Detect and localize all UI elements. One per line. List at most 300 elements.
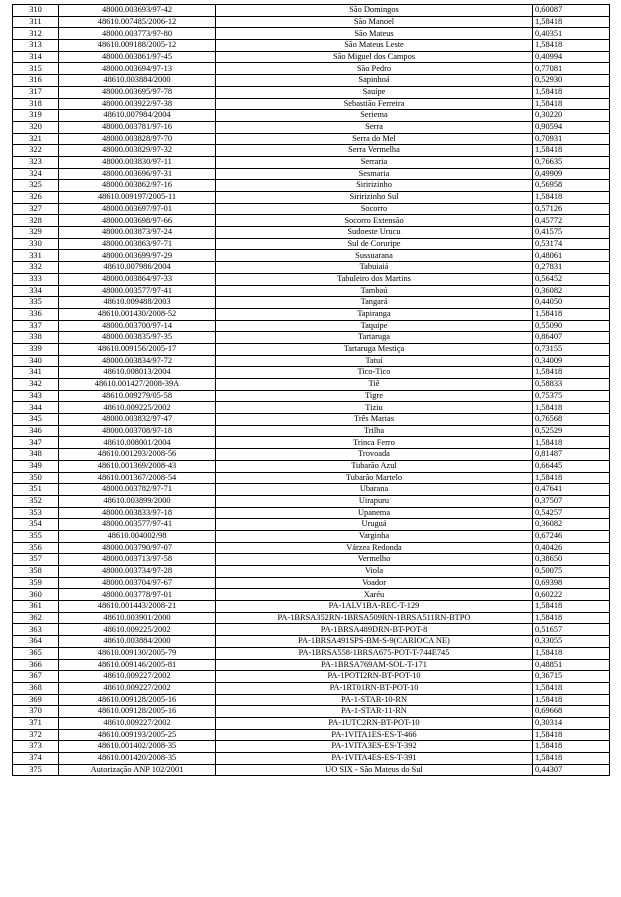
process-number-cell: Autorização ANP 102/2001 [59, 764, 216, 776]
field-name-cell: Uruguá [216, 519, 533, 531]
process-number-cell: 48610.003884/2000 [59, 636, 216, 648]
row-number-cell: 315 [13, 63, 59, 75]
value-cell: 0,52529 [533, 425, 610, 437]
value-cell: 1,58418 [533, 682, 610, 694]
process-number-cell: 48000.003700/97-14 [59, 320, 216, 332]
value-cell: 0,36082 [533, 285, 610, 297]
table-row [13, 379, 610, 391]
process-number-cell: 48000.003773/97-80 [59, 28, 216, 40]
value-cell: 1,58418 [533, 437, 610, 449]
field-name-cell: Tangará [216, 297, 533, 309]
field-name-cell: Tubarão Azul [216, 460, 533, 472]
row-number-cell: 373 [13, 741, 59, 753]
row-number-cell: 314 [13, 51, 59, 63]
field-name-cell: Siririzinho [216, 180, 533, 192]
value-cell: 0,49909 [533, 168, 610, 180]
field-name-cell: PA-1BRSA491SPS-BM-S-9(CARIOCA NE) [216, 636, 533, 648]
value-cell: 1,58418 [533, 98, 610, 110]
row-number-cell: 350 [13, 472, 59, 484]
value-cell: 0,75375 [533, 390, 610, 402]
process-number-cell: 48610.001369/2008-43 [59, 460, 216, 472]
row-number-cell: 322 [13, 145, 59, 157]
table-row [13, 530, 610, 542]
value-cell: 0,48061 [533, 250, 610, 262]
process-number-cell: 48000.003790/97-07 [59, 542, 216, 554]
table-row [13, 414, 610, 426]
value-cell: 0,30314 [533, 717, 610, 729]
row-number-cell: 325 [13, 180, 59, 192]
field-name-cell: Serra do Mel [216, 133, 533, 145]
process-number-cell: 48610.009128/2005-16 [59, 694, 216, 706]
table-row [13, 63, 610, 75]
table-row [13, 460, 610, 472]
process-number-cell: 48610.009146/2005-81 [59, 659, 216, 671]
table-row [13, 542, 610, 554]
value-cell: 0,36082 [533, 519, 610, 531]
field-name-cell: Sudoeste Urucu [216, 227, 533, 239]
table-row [13, 180, 610, 192]
row-number-cell: 323 [13, 156, 59, 168]
row-number-cell: 374 [13, 753, 59, 765]
process-number-cell: 48000.003713/97-58 [59, 554, 216, 566]
field-name-cell: São Domingos [216, 5, 533, 17]
value-cell: 0,40994 [533, 51, 610, 63]
process-number-cell: 48610.001443/2008-21 [59, 601, 216, 613]
value-cell: 0,77081 [533, 63, 610, 75]
value-cell: 0,27831 [533, 262, 610, 274]
value-cell: 0,56958 [533, 180, 610, 192]
field-name-cell: Tabuiaiá [216, 262, 533, 274]
field-name-cell: Tiziu [216, 402, 533, 414]
process-number-cell: 48610.009227/2002 [59, 671, 216, 683]
value-cell: 0,57126 [533, 203, 610, 215]
table-row [13, 75, 610, 87]
value-cell: 1,58418 [533, 367, 610, 379]
field-name-cell: PA-1POTI2RN-BT-POT-10 [216, 671, 533, 683]
value-cell: 0,66445 [533, 460, 610, 472]
process-number-cell: 48610.009156/2005-17 [59, 343, 216, 355]
process-number-cell: 48610.003884/2000 [59, 75, 216, 87]
process-number-cell: 48000.003864/97-33 [59, 273, 216, 285]
field-name-cell: Tabuleiro dos Martins [216, 273, 533, 285]
table-body [13, 5, 610, 776]
value-cell: 0,30220 [533, 110, 610, 122]
field-name-cell: Taquipe [216, 320, 533, 332]
value-cell: 0,40351 [533, 28, 610, 40]
value-cell: 1,58418 [533, 40, 610, 52]
process-number-cell: 48610.007984/2004 [59, 110, 216, 122]
field-name-cell: Sesmaria [216, 168, 533, 180]
table-row [13, 624, 610, 636]
value-cell: 0,50075 [533, 566, 610, 578]
table-row [13, 343, 610, 355]
process-number-cell: 48610.009227/2002 [59, 682, 216, 694]
row-number-cell: 329 [13, 227, 59, 239]
row-number-cell: 320 [13, 121, 59, 133]
value-cell: 1,58418 [533, 472, 610, 484]
value-cell: 1,58418 [533, 753, 610, 765]
row-number-cell: 316 [13, 75, 59, 87]
field-name-cell: Trilha [216, 425, 533, 437]
table-row [13, 589, 610, 601]
value-cell: 0,69668 [533, 706, 610, 718]
row-number-cell: 363 [13, 624, 59, 636]
field-name-cell: Socorro [216, 203, 533, 215]
row-number-cell: 345 [13, 414, 59, 426]
process-number-cell: 48610.001402/2008-35 [59, 741, 216, 753]
table-row [13, 215, 610, 227]
row-number-cell: 342 [13, 379, 59, 391]
table-row [13, 156, 610, 168]
field-name-cell: PA-1-STAR-11-RN [216, 706, 533, 718]
table-row [13, 121, 610, 133]
process-number-cell: 48610.009225/2002 [59, 402, 216, 414]
field-name-cell: São Manoel [216, 16, 533, 28]
process-number-cell: 48610.001367/2008-54 [59, 472, 216, 484]
table-row [13, 86, 610, 98]
process-number-cell: 48610.009188/2005-12 [59, 40, 216, 52]
process-number-cell: 48000.003698/97-66 [59, 215, 216, 227]
value-cell: 0,33055 [533, 636, 610, 648]
table-row [13, 495, 610, 507]
process-number-cell: 48000.003828/97-70 [59, 133, 216, 145]
value-cell: 0,76635 [533, 156, 610, 168]
value-cell: 0,34009 [533, 355, 610, 367]
row-number-cell: 317 [13, 86, 59, 98]
table-row [13, 484, 610, 496]
field-name-cell: Sapinhoá [216, 75, 533, 87]
value-cell: 0,41575 [533, 227, 610, 239]
value-cell: 1,58418 [533, 192, 610, 204]
process-number-cell: 48000.003695/97-78 [59, 86, 216, 98]
process-number-cell: 48000.003830/97-11 [59, 156, 216, 168]
row-number-cell: 358 [13, 566, 59, 578]
row-number-cell: 371 [13, 717, 59, 729]
table-row [13, 227, 610, 239]
value-cell: 0,48851 [533, 659, 610, 671]
table-row [13, 28, 610, 40]
process-number-cell: 48000.003835/97-35 [59, 332, 216, 344]
row-number-cell: 327 [13, 203, 59, 215]
value-cell: 1,58418 [533, 694, 610, 706]
process-number-cell: 48000.003863/97-71 [59, 238, 216, 250]
process-number-cell: 48000.003782/97-71 [59, 484, 216, 496]
process-number-cell: 48000.003577/97-41 [59, 285, 216, 297]
row-number-cell: 321 [13, 133, 59, 145]
table-row [13, 273, 610, 285]
value-cell: 0,76568 [533, 414, 610, 426]
process-number-cell: 48610.003899/2000 [59, 495, 216, 507]
value-cell: 1,58418 [533, 308, 610, 320]
row-number-cell: 361 [13, 601, 59, 613]
field-name-cell: Sebastião Ferreira [216, 98, 533, 110]
table-row [13, 706, 610, 718]
process-number-cell: 48610.008013/2004 [59, 367, 216, 379]
field-name-cell: Serra [216, 121, 533, 133]
field-name-cell: PA-1BRSA352RN-1BRSA509RN-1BRSA511RN-BTPO [216, 612, 533, 624]
process-number-cell: 48000.003694/97-13 [59, 63, 216, 75]
process-number-cell: 48610.009128/2005-16 [59, 706, 216, 718]
field-name-cell: PA-1BRSA558-1BRSA675-POT-T-744E745 [216, 647, 533, 659]
table-row [13, 659, 610, 671]
field-name-cell: PA-1UTC2RN-BT-POT-10 [216, 717, 533, 729]
process-number-cell: 48000.003693/97-42 [59, 5, 216, 17]
process-number-cell: 48610.003901/2000 [59, 612, 216, 624]
row-number-cell: 368 [13, 682, 59, 694]
field-name-cell: Upanema [216, 507, 533, 519]
process-number-cell: 48610.009227/2002 [59, 717, 216, 729]
value-cell: 0,37507 [533, 495, 610, 507]
row-number-cell: 326 [13, 192, 59, 204]
row-number-cell: 353 [13, 507, 59, 519]
row-number-cell: 330 [13, 238, 59, 250]
value-cell: 0,54257 [533, 507, 610, 519]
row-number-cell: 311 [13, 16, 59, 28]
row-number-cell: 369 [13, 694, 59, 706]
value-cell: 1,58418 [533, 601, 610, 613]
process-number-cell: 48610.009130/2005-79 [59, 647, 216, 659]
row-number-cell: 344 [13, 402, 59, 414]
table-row [13, 601, 610, 613]
process-number-cell: 48610.009197/2005-11 [59, 192, 216, 204]
row-number-cell: 367 [13, 671, 59, 683]
process-number-cell: 48610.008001/2004 [59, 437, 216, 449]
row-number-cell: 362 [13, 612, 59, 624]
table-row [13, 238, 610, 250]
row-number-cell: 357 [13, 554, 59, 566]
value-cell: 0,40426 [533, 542, 610, 554]
process-number-cell: 48000.003778/97-01 [59, 589, 216, 601]
table-row [13, 402, 610, 414]
process-number-cell: 48000.003832/97-47 [59, 414, 216, 426]
table-row [13, 671, 610, 683]
value-cell: 1,58418 [533, 741, 610, 753]
process-number-cell: 48000.003829/97-32 [59, 145, 216, 157]
field-name-cell: Tartaruga [216, 332, 533, 344]
field-name-cell: Três Marias [216, 414, 533, 426]
table-row [13, 437, 610, 449]
process-number-cell: 48000.003704/97-67 [59, 577, 216, 589]
row-number-cell: 310 [13, 5, 59, 17]
row-number-cell: 349 [13, 460, 59, 472]
table-row [13, 741, 610, 753]
field-name-cell: Sussuarana [216, 250, 533, 262]
row-number-cell: 318 [13, 98, 59, 110]
table-row [13, 577, 610, 589]
row-number-cell: 366 [13, 659, 59, 671]
row-number-cell: 331 [13, 250, 59, 262]
value-cell: 0,58833 [533, 379, 610, 391]
field-name-cell: PA-1BRSA489DRN-BT-POT-8 [216, 624, 533, 636]
field-name-cell: Tapiranga [216, 308, 533, 320]
row-number-cell: 372 [13, 729, 59, 741]
table-row [13, 40, 610, 52]
field-name-cell: Tico-Tico [216, 367, 533, 379]
process-number-cell: 48610.001427/2008-39A [59, 379, 216, 391]
value-cell: 0,52930 [533, 75, 610, 87]
table-row [13, 425, 610, 437]
value-cell: 0,69398 [533, 577, 610, 589]
table-row [13, 5, 610, 17]
row-number-cell: 355 [13, 530, 59, 542]
table-row [13, 753, 610, 765]
value-cell: 0,53174 [533, 238, 610, 250]
table-row [13, 566, 610, 578]
table-row [13, 332, 610, 344]
table-row [13, 133, 610, 145]
row-number-cell: 354 [13, 519, 59, 531]
process-number-cell: 48000.003699/97-29 [59, 250, 216, 262]
value-cell: 0,38650 [533, 554, 610, 566]
field-name-cell: PA-1ALV1BA-REC-T-129 [216, 601, 533, 613]
row-number-cell: 333 [13, 273, 59, 285]
row-number-cell: 348 [13, 449, 59, 461]
value-cell: 1,58418 [533, 86, 610, 98]
field-name-cell: Voador [216, 577, 533, 589]
table-row [13, 647, 610, 659]
value-cell: 0,44050 [533, 297, 610, 309]
field-name-cell: Trovoada [216, 449, 533, 461]
value-cell: 0,70931 [533, 133, 610, 145]
row-number-cell: 343 [13, 390, 59, 402]
process-number-cell: 48610.001293/2008-56 [59, 449, 216, 461]
field-name-cell: Vermelho [216, 554, 533, 566]
row-number-cell: 332 [13, 262, 59, 274]
field-name-cell: Sauípe [216, 86, 533, 98]
value-cell: 0,60222 [533, 589, 610, 601]
value-cell: 1,58418 [533, 402, 610, 414]
row-number-cell: 324 [13, 168, 59, 180]
table-row [13, 110, 610, 122]
row-number-cell: 319 [13, 110, 59, 122]
process-number-cell: 48610.004002/98 [59, 530, 216, 542]
value-cell: 0,67246 [533, 530, 610, 542]
process-number-cell: 48610.009279/05-58 [59, 390, 216, 402]
field-name-cell: Tatuí [216, 355, 533, 367]
row-number-cell: 313 [13, 40, 59, 52]
row-number-cell: 360 [13, 589, 59, 601]
field-name-cell: Serraria [216, 156, 533, 168]
field-name-cell: Serra Vermelha [216, 145, 533, 157]
row-number-cell: 341 [13, 367, 59, 379]
table-row [13, 729, 610, 741]
value-cell: 0,73155 [533, 343, 610, 355]
field-name-cell: PA-1RT01RN-BT-POT-10 [216, 682, 533, 694]
table-row [13, 285, 610, 297]
row-number-cell: 336 [13, 308, 59, 320]
table-row [13, 250, 610, 262]
process-number-cell: 48610.007986/2004 [59, 262, 216, 274]
value-cell: 1,58418 [533, 729, 610, 741]
table-row [13, 472, 610, 484]
row-number-cell: 340 [13, 355, 59, 367]
process-number-cell: 48000.003922/97-38 [59, 98, 216, 110]
table-row [13, 519, 610, 531]
row-number-cell: 337 [13, 320, 59, 332]
field-name-cell: Uirapuru [216, 495, 533, 507]
concession-table [12, 4, 610, 776]
table-row [13, 694, 610, 706]
field-name-cell: São Mateus [216, 28, 533, 40]
row-number-cell: 328 [13, 215, 59, 227]
table-row [13, 51, 610, 63]
row-number-cell: 346 [13, 425, 59, 437]
field-name-cell: São Mateus Leste [216, 40, 533, 52]
field-name-cell: PA-1VITA1ES-ES-T-466 [216, 729, 533, 741]
table-row [13, 192, 610, 204]
field-name-cell: Xaréu [216, 589, 533, 601]
value-cell: 0,45772 [533, 215, 610, 227]
process-number-cell: 48610.001430/2008-52 [59, 308, 216, 320]
table-row [13, 554, 610, 566]
value-cell: 0,51657 [533, 624, 610, 636]
process-number-cell: 48000.003781/97-16 [59, 121, 216, 133]
table-row [13, 203, 610, 215]
row-number-cell: 365 [13, 647, 59, 659]
process-number-cell: 48000.003834/97-72 [59, 355, 216, 367]
field-name-cell: Varginha [216, 530, 533, 542]
field-name-cell: Viola [216, 566, 533, 578]
process-number-cell: 48000.003697/97-01 [59, 203, 216, 215]
value-cell: 0,36715 [533, 671, 610, 683]
table-row [13, 355, 610, 367]
row-number-cell: 339 [13, 343, 59, 355]
process-number-cell: 48610.009193/2005-25 [59, 729, 216, 741]
table-row [13, 682, 610, 694]
table-row [13, 367, 610, 379]
field-name-cell: Siririzinho Sul [216, 192, 533, 204]
row-number-cell: 347 [13, 437, 59, 449]
row-number-cell: 312 [13, 28, 59, 40]
field-name-cell: Tambaú [216, 285, 533, 297]
row-number-cell: 334 [13, 285, 59, 297]
row-number-cell: 335 [13, 297, 59, 309]
value-cell: 0,60087 [533, 5, 610, 17]
process-number-cell: 48000.003833/97-18 [59, 507, 216, 519]
table-row [13, 449, 610, 461]
table-row [13, 168, 610, 180]
process-number-cell: 48000.003708/97-18 [59, 425, 216, 437]
value-cell: 0,86407 [533, 332, 610, 344]
value-cell: 0,47641 [533, 484, 610, 496]
field-name-cell: Tigre [216, 390, 533, 402]
value-cell: 0,55090 [533, 320, 610, 332]
value-cell: 1,58418 [533, 145, 610, 157]
field-name-cell: São Miguel dos Campos [216, 51, 533, 63]
field-name-cell: Tiê [216, 379, 533, 391]
table-row [13, 308, 610, 320]
field-name-cell: Várzea Redonda [216, 542, 533, 554]
value-cell: 0,81487 [533, 449, 610, 461]
table-row [13, 612, 610, 624]
value-cell: 0,90594 [533, 121, 610, 133]
table-row [13, 764, 610, 776]
table-row [13, 636, 610, 648]
field-name-cell: Tartaruga Mestiça [216, 343, 533, 355]
field-name-cell: PA-1VITA3ES-ES-T-392 [216, 741, 533, 753]
field-name-cell: Trinca Ferro [216, 437, 533, 449]
process-number-cell: 48610.007485/2006-12 [59, 16, 216, 28]
row-number-cell: 351 [13, 484, 59, 496]
table-row [13, 717, 610, 729]
process-number-cell: 48000.003861/97-45 [59, 51, 216, 63]
row-number-cell: 338 [13, 332, 59, 344]
field-name-cell: Seriema [216, 110, 533, 122]
table-row [13, 320, 610, 332]
value-cell: 1,58418 [533, 612, 610, 624]
process-number-cell: 48610.009225/2002 [59, 624, 216, 636]
process-number-cell: 48000.003873/97-24 [59, 227, 216, 239]
